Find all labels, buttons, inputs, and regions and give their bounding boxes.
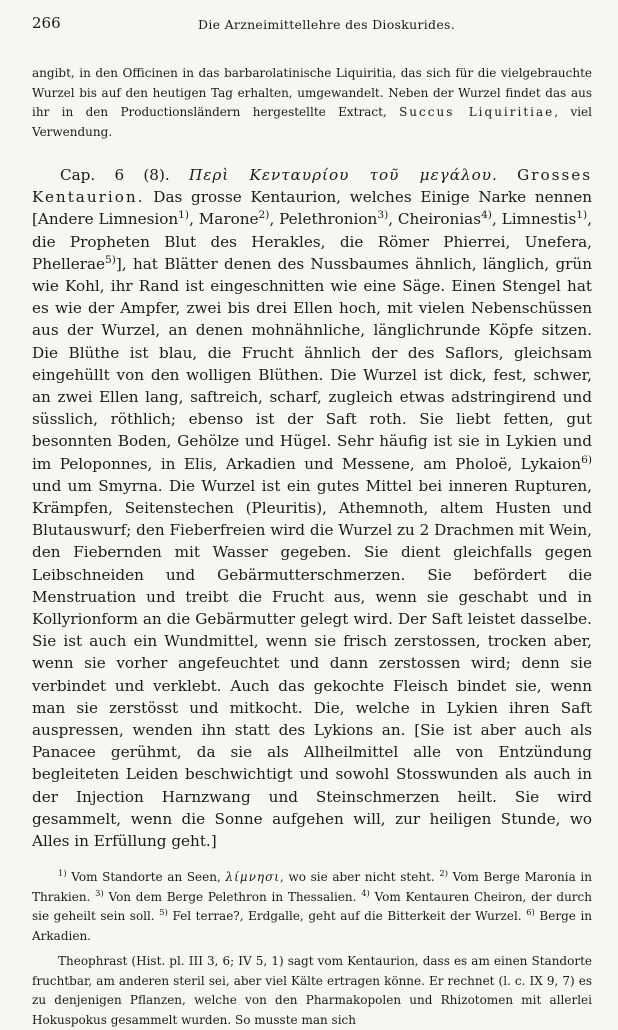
main-run-4: Das grosse Kentaurion, welches Einige Narke nennen [Andere Limnesion xyxy=(32,188,592,229)
main-run-9: 3) xyxy=(377,208,389,222)
main-run-16: ], hat Blätter denen des Nussbaumes ähnlich, länglich, grün wie Kohl, ihr Rand ist eingeschnitten wie eine Säge. Einen Stengel hat es wie der Ampfer, zwei bis drei Ellen hoch, mit vielen Nebenschüssen aus der Wurzel, an denen mohnähnliche, länglichrunde Köpfe sitzen. Die Blüthe ist blau, die Frucht ähnlich der des Saflors, gleichsam eingehüllt von den wolligen Blüthen. Die Wurzel ist dick, fest, schwer, an zwei Ellen lang, saftreich, scharf, zugleich etwas adstringirend und süsslich, röthlich; ebenso ist der Saft roth. Sie liebt fetten, gut besonnten Boden, Gehölze und Hügel. Sehr häufig ist sie in Lykien und im Peloponnes, in Elis, Arkadien und Messene, am Pholoë, Lykaion xyxy=(32,254,592,473)
footnotes-run-10: 5) xyxy=(159,907,168,918)
footnotes-run-7: Von dem Berge Pelethron in Thessalien. xyxy=(103,889,362,904)
footnotes-run-0: 1) xyxy=(58,868,67,879)
main-run-12: , Limnestis xyxy=(491,210,577,229)
main-run-5: 1) xyxy=(178,208,190,222)
main-run-3: Grosses Kentaurion. xyxy=(32,166,593,207)
main-run-13: 1) xyxy=(576,208,588,222)
footnotes xyxy=(32,868,592,946)
footnotes-run-11: Fel terrae?, Erdgalle, geht auf die Bitterkeit der Wurzel. xyxy=(167,909,527,924)
footnotes-run-8: 4) xyxy=(361,887,370,898)
main-run-14: , die Propheten Blut des Herakles, die Römer Phierrei, Unefera, Phellerae xyxy=(32,210,593,273)
main-run-7: 2) xyxy=(258,208,270,222)
running-title: Die Arzneimittellehre des Dioskurides. xyxy=(198,17,456,32)
intro-paragraph xyxy=(32,64,592,142)
intro-run-1: Succus Liquiritiae xyxy=(399,105,555,119)
footnotes-run-3: , wo sie aber nicht steht. xyxy=(279,870,440,885)
page-header xyxy=(32,0,592,40)
main-run-1: Περὶ Κενταυρίου τοῦ μεγάλου. xyxy=(188,166,498,184)
main-run-11: 4) xyxy=(481,208,492,222)
main-run-17: 6) xyxy=(581,452,592,466)
main-run-6: , Marone xyxy=(189,210,259,229)
theophrast-paragraph xyxy=(32,952,592,1030)
main-run-8: , Pelethronion xyxy=(269,210,378,229)
intro-run-2: , viel Verwendung. xyxy=(32,105,592,139)
footnotes-run-12: 6) xyxy=(526,907,535,918)
footnotes-run-5: Vom Berge Maronia in Thrakien. xyxy=(32,870,592,904)
main-run-0: Cap. 6 (8). xyxy=(60,166,189,184)
footnotes-run-2: λίμνησι xyxy=(225,870,280,885)
main-run-10: , Cheironias xyxy=(388,210,482,229)
closing-run-0: Theophrast (Hist. pl. III 3, 6; IV 5, 1) sagt vom Kentaurion, dass es am einen Standorte fruchtbar, am anderen steril sei, aber viel Kälte ertragen könne. Er rechnet (l. c. IX 9, 7) es zu denjenigen Pflanzen, welche von den Pharmakopolen und Rhizotomen mit allerlei Hokuspokus gesammelt wurden. So musste man sich xyxy=(32,954,592,1027)
footnotes-run-1: Vom Standorte an Seen, xyxy=(66,870,226,885)
footnotes-run-9: Vom Kentauren Cheiron, der durch sie geheilt sein soll. xyxy=(32,889,592,924)
main-run-2 xyxy=(498,166,517,184)
footnotes-run-13: Berge in Arkadien. xyxy=(32,909,593,943)
main-run-15: 5) xyxy=(105,252,116,266)
main-run-18: und um Smyrna. Die Wurzel ist ein gutes Mittel bei inneren Rupturen, Krämpfen, Seitenstechen (Pleuritis), Athemnoth, altem Husten und Blutauswurf; den Fieberfreien wird die Wurzel zu 2 Drachmen mit Wein, den Fiebernden mit Wasser gegeben. Sie dient gleichfalls gegen Leibschneiden und Gebärmutterschmerzen. Sie befördert die Menstruation und treibt die Frucht aus, wenn sie geschabt und in Kollyrionform an die Gebärmutter gelegt wird. Der Saft leistet dasselbe. Sie ist auch ein Wundmittel, wenn sie frisch zerstossen, trocken aber, wenn sie vorher angefeuchtet und dann zerstossen wird; denn sie verbindet und verklebt. Auch das gekochte Fleisch bindet sie, wenn man sie zerstösst und mitkocht. Die, welche in Lykien ihren Saft auspressen, wenden ihn statt des Lykions an. [Sie ist aber auch als Panacee gerühmt, da sie als Allheilmittel alle von Entzündung begleiteten Leiden beschwichtigt und sowohl Stosswunden als auch in der Injection Harnzwang und Steinschmerzen heilt. Sie wird gesammelt, wenn die Sonne aufgehen will, zur heiligen Stunde, wo Alles in Erfüllung geht.] xyxy=(32,476,592,851)
footnotes-run-4: 2) xyxy=(439,868,448,879)
intro-run-0: angibt, in den Officinen in das barbarolatinische Liquiritia, das sich für die vielgebrauchte Wurzel bis auf den heutigen Tag erhalten, umgewandelt. Neben der Wurzel findet das aus ihr in den Productionsländern hergestellte Extract, xyxy=(32,66,592,119)
footnotes-run-6: 3) xyxy=(95,887,104,898)
page-number: 266 xyxy=(32,14,61,32)
chapter-6-paragraph xyxy=(32,164,592,852)
